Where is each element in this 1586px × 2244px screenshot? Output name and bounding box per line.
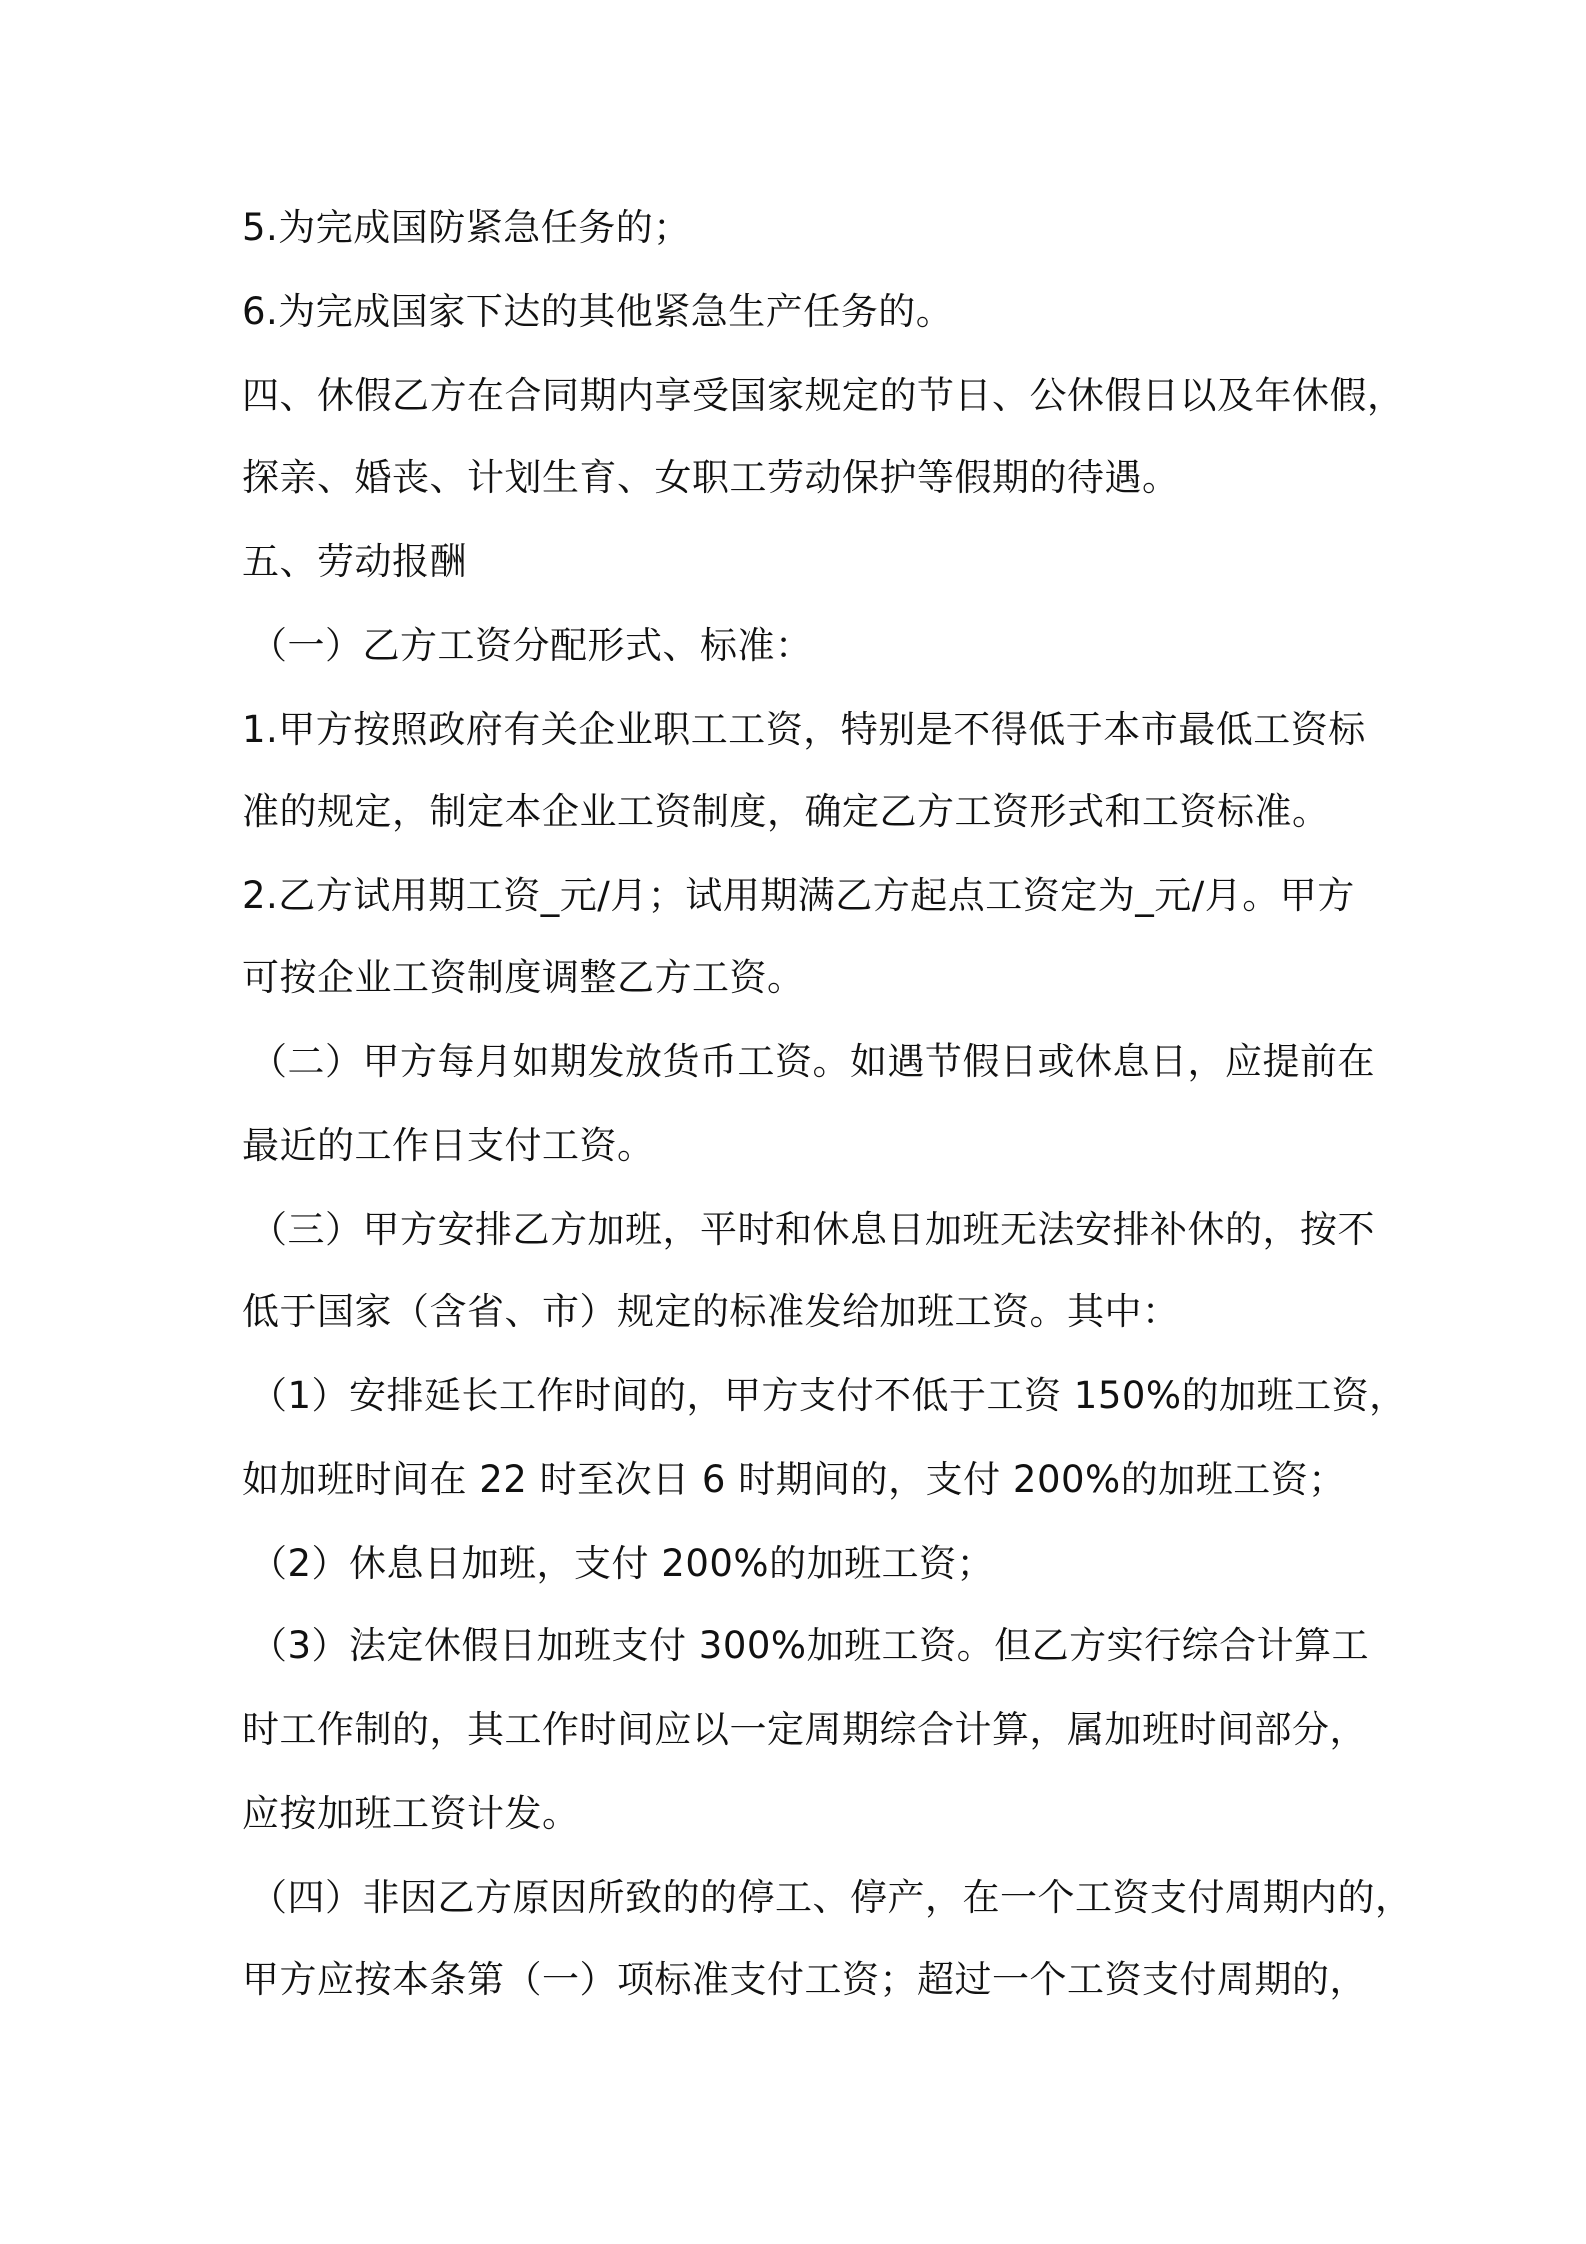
text-line-5: 五、劳动报酬 xyxy=(242,540,467,583)
text-line-13: （三）甲方安排乙方加班，平时和休息日加班无法安排补休的，按不 xyxy=(250,1208,1375,1251)
text-line-15: （1）安排延长工作时间的，甲方支付不低于工资 150%的加班工资， xyxy=(250,1374,1407,1417)
text-line-14: 低于国家（含省、市）规定的标准发给加班工资。其中： xyxy=(242,1290,1180,1333)
text-line-1: 5.为完成国防紧急任务的； xyxy=(242,206,691,249)
text-line-3: 四、休假乙方在合同期内享受国家规定的节日、公休假日以及年休假， xyxy=(242,374,1405,417)
text-line-12: 最近的工作日支付工资。 xyxy=(242,1124,655,1167)
text-line-8: 准的规定，制定本企业工资制度，确定乙方工资形式和工资标准。 xyxy=(242,790,1330,833)
text-line-10: 可按企业工资制度调整乙方工资。 xyxy=(242,956,805,999)
text-line-22: 甲方应按本条第（一）项标准支付工资；超过一个工资支付周期的， xyxy=(242,1958,1367,2001)
text-line-20: 应按加班工资计发。 xyxy=(242,1792,580,1835)
text-line-21: （四）非因乙方原因所致的的停工、停产，在一个工资支付周期内的， xyxy=(250,1876,1413,1919)
text-line-9: 2.乙方试用期工资_元/月；试用期满乙方起点工资定为_元/月。甲方 xyxy=(242,874,1355,917)
text-line-7: 1.甲方按照政府有关企业职工工资，特别是不得低于本市最低工资标 xyxy=(242,708,1366,751)
text-line-18: （3）法定休假日加班支付 300%加班工资。但乙方实行综合计算工 xyxy=(250,1624,1370,1667)
text-line-19: 时工作制的，其工作时间应以一定周期综合计算，属加班时间部分， xyxy=(242,1708,1367,1751)
text-line-17: （2）休息日加班，支付 200%的加班工资； xyxy=(250,1542,995,1585)
text-line-2: 6.为完成国家下达的其他紧急生产任务的。 xyxy=(242,290,954,333)
text-line-11: （二）甲方每月如期发放货币工资。如遇节假日或休息日，应提前在 xyxy=(250,1040,1375,1083)
text-line-4: 探亲、婚丧、计划生育、女职工劳动保护等假期的待遇。 xyxy=(242,456,1180,499)
text-line-16: 如加班时间在 22 时至次日 6 时期间的，支付 200%的加班工资； xyxy=(242,1458,1346,1501)
text-line-6: （一）乙方工资分配形式、标准： xyxy=(250,624,813,667)
